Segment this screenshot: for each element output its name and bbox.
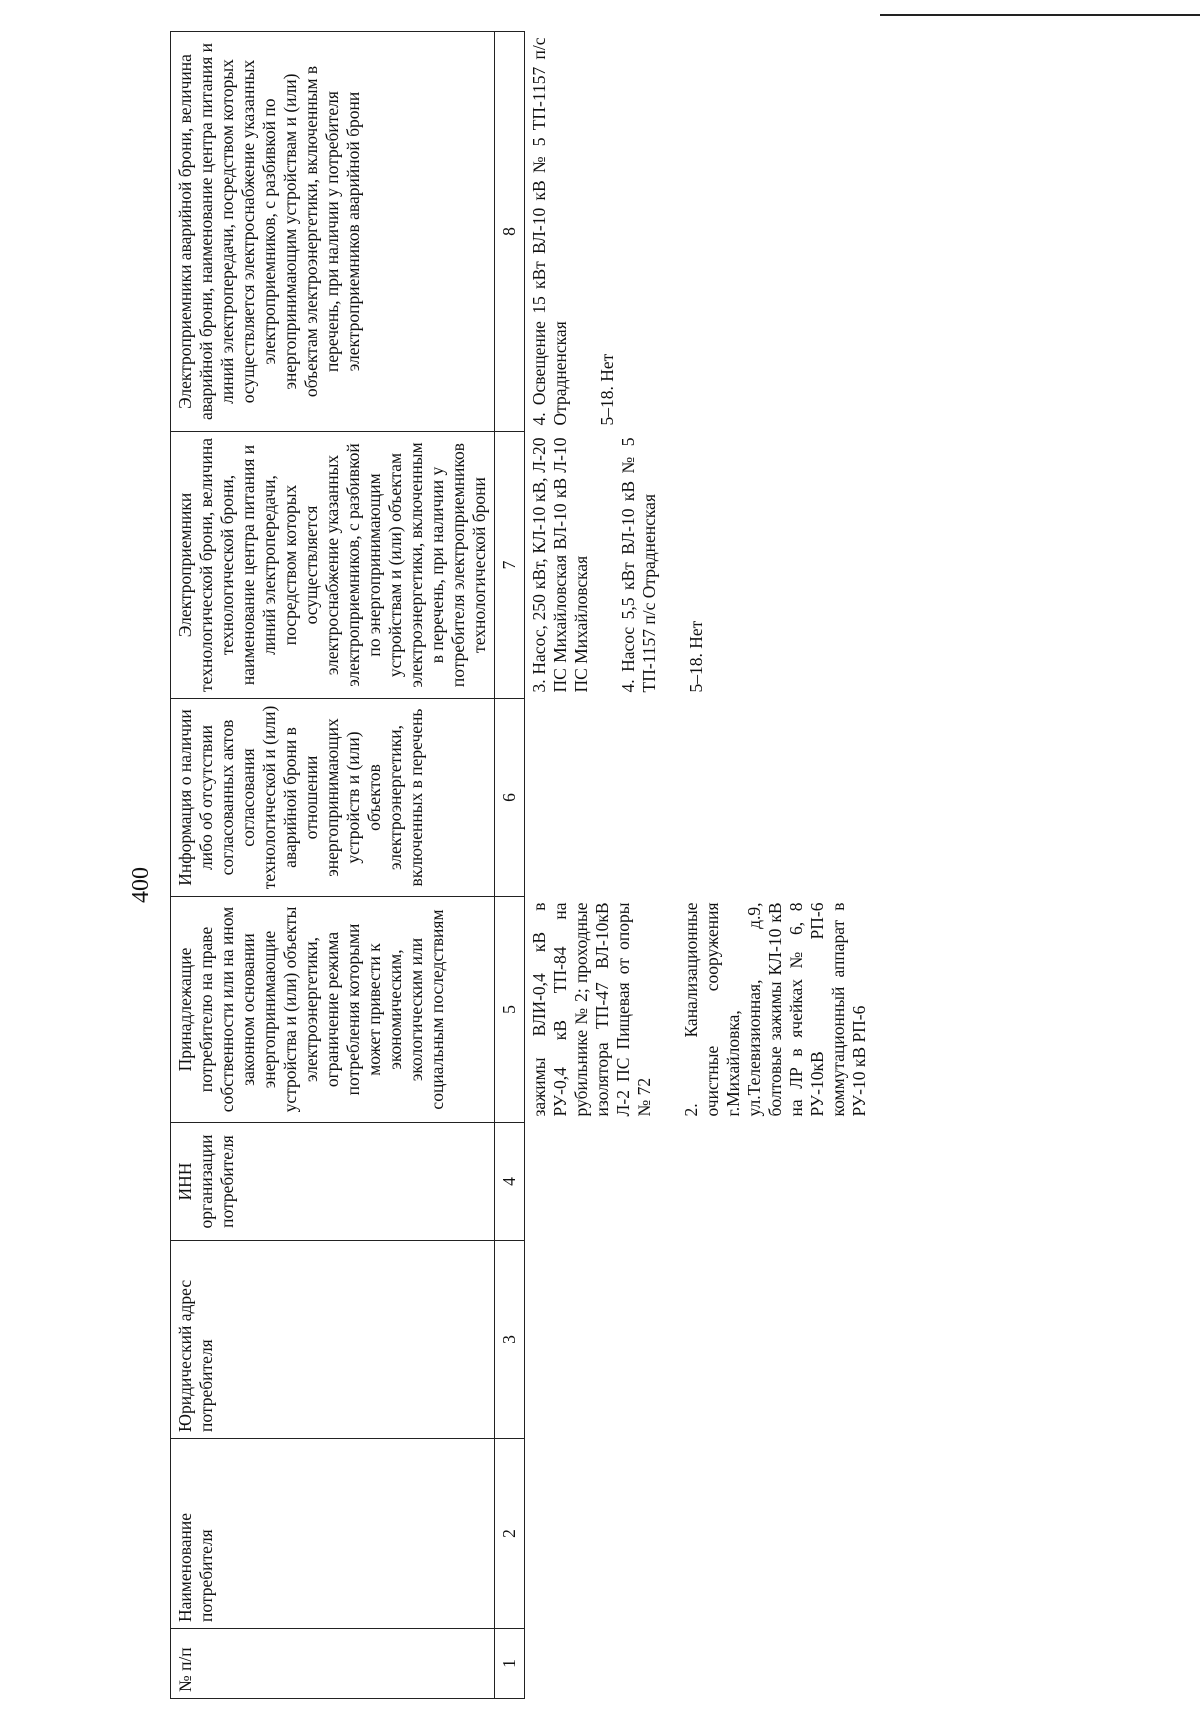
- header-cell-acts-info: Информация о наличии либо об отсутствии согласованных актов согласования технологической и (или) аварийной брони в отношении энергопринимающих устройств и (или) объектов электроэнергетики, включенных в перечень: [171, 699, 495, 897]
- cell-technological-reserve: [525, 432, 901, 699]
- tech-reserve-paragraph-1: 3. Насос, 250 кВт, КЛ-10 кВ, Л-20 ПС Михайловская ВЛ-10 кВ Л-10 ПС Михайловская: [529, 437, 591, 693]
- devices-paragraph-1: зажимы ВЛИ-0,4 кВ в РУ-0,4 кВ ТП-84 на рубильнике № 2; проходные изолятора ТП-47 ВЛ-10кВ Л-2 ПС Пищевая от опоры № 72: [529, 902, 654, 1117]
- column-number-row: [495, 32, 525, 1699]
- column-number: 4: [495, 1123, 525, 1241]
- tech-reserve-paragraph-2: 4. Насос 5,5 кВт ВЛ-10 кВ № 5 ТП-1157 п/с Отрадненская: [618, 437, 659, 693]
- column-number: 1: [495, 1629, 525, 1699]
- header-cell-technological-reserve: Электроприемники технологической брони, величина технологической брони, наименование центра питания и линий электропередачи, посредством которых осуществляется электроснабжение указанных электроприемников, с разбивкой по энергопринимающим устройствам и (или) объектам электроэнергетики, включенным в перечень, при наличии у потребителя электроприемников технологической брони: [171, 432, 495, 699]
- header-cell-legal-address: Юридический адрес потребителя: [171, 1241, 495, 1439]
- column-number: 3: [495, 1241, 525, 1439]
- column-number: 8: [495, 32, 525, 432]
- consumer-table: [170, 31, 900, 1699]
- column-number: 7: [495, 432, 525, 699]
- tech-reserve-paragraph-3: 5–18. Нет: [686, 620, 706, 693]
- emergency-reserve-paragraph-1: 4. Освещение 15 кВт ВЛ-10 кВ № 5 ТП-1157 п/с Отрадненская: [529, 37, 570, 426]
- header-cell-inn: ИНН организации потребителя: [171, 1123, 495, 1241]
- devices-paragraph-2: 2. Канализационные очистные сооружения г.Михайловка, ул.Телевизионная, д.9, болтовые зажимы КЛ-10 кВ на ЛР в ячейках № 6, 8 РУ-10кВ РП-6 коммутационный аппарат в РУ-10 кВ РП-6: [681, 902, 869, 1117]
- column-number: 6: [495, 699, 525, 897]
- header-cell-emergency-reserve: Электроприемники аварийной брони, величина аварийной брони, наименование центра питания и линий электропередачи, посредством которых осуществляется электроснабжение указанных электроприемников, с разбивкой по энергопринимающим устройствам и (или) объектам электроэнергетики, включенным в перечень, при наличии у потребителя электроприемников аварийной брони: [171, 32, 495, 432]
- header-cell-number: № п/п: [171, 1629, 495, 1699]
- cell-emergency-reserve: [525, 32, 901, 432]
- page-number: 400: [128, 867, 154, 903]
- cell-empty: [525, 1123, 901, 1241]
- header-cell-consumer-name: Наименование потребителя: [171, 1439, 495, 1629]
- emergency-reserve-paragraph-2: 5–18. Нет: [597, 353, 617, 426]
- cell-empty: [525, 1241, 901, 1439]
- table-header-row: [171, 32, 495, 1699]
- cell-devices: [525, 897, 901, 1123]
- header-cell-devices: Принадлежащие потребителю на праве собственности или на ином законном основании энергопринимающие устройства и (или) объекты электроэнергетики, ограничение режима потребления которыми может привести к экономическим, экологическим или социальным последствиям: [171, 897, 495, 1123]
- cell-empty: [525, 699, 901, 897]
- column-number: 5: [495, 897, 525, 1123]
- table-row: [525, 32, 901, 1699]
- cell-empty: [525, 1439, 901, 1629]
- column-number: 2: [495, 1439, 525, 1629]
- cell-empty: [525, 1629, 901, 1699]
